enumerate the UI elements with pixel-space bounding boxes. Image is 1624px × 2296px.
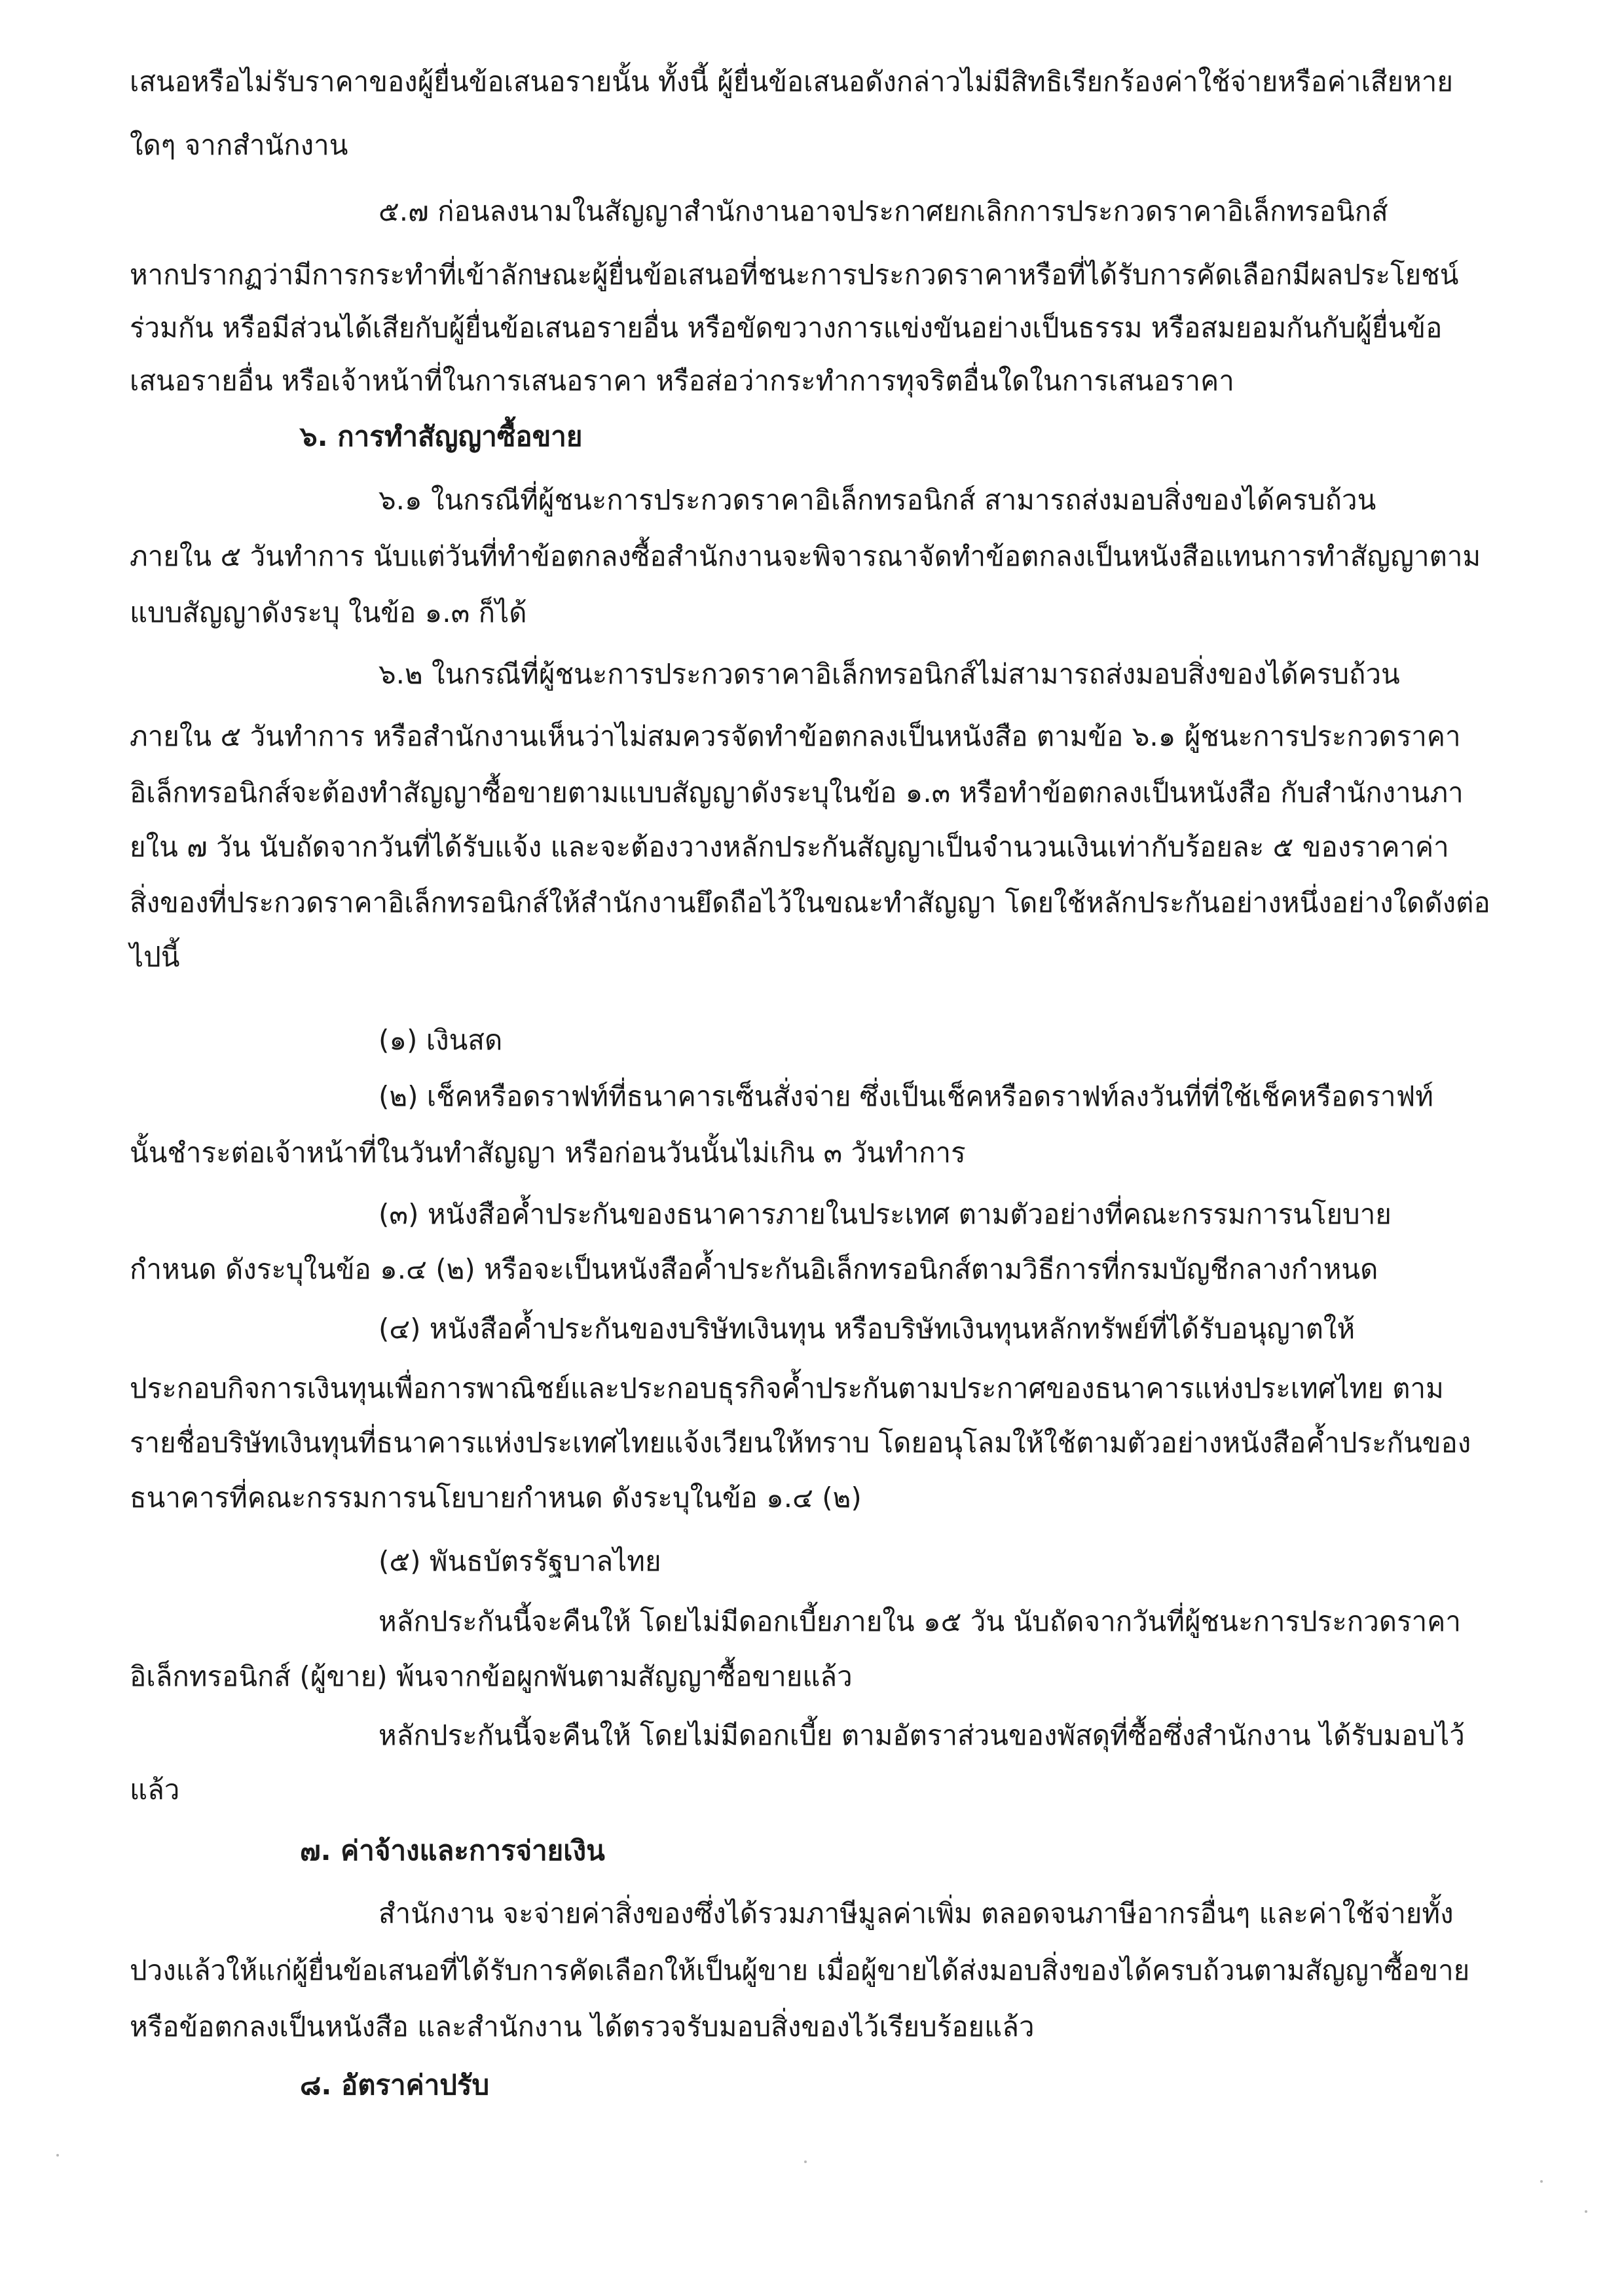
guarantee-item-5: (๕) พันธบัตรรัฐบาลไทย — [378, 1545, 661, 1577]
text-line: หลักประกันนี้จะคืนให้ โดยไม่มีดอกเบี้ย ตามอัตราส่วนของพัสดุที่ซื้อซึ่งสำนักงาน ได้รับมอบไว้ — [378, 1719, 1465, 1751]
text-line: หากปรากฏว่ามีการกระทำที่เข้าลักษณะผู้ยื่นข้อเสนอที่ชนะการประกวดราคาหรือที่ได้รับการคัดเลือกมีผลประโยชน์ — [130, 259, 1459, 291]
guarantee-item-1: (๑) เงินสด — [378, 1024, 503, 1056]
section-heading-8: ๘. อัตราค่าปรับ — [300, 2069, 490, 2101]
text-line: เสนอหรือไม่รับราคาของผู้ยื่นข้อเสนอรายนั้น ทั้งนี้ ผู้ยื่นข้อเสนอดังกล่าวไม่มีสิทธิเรียกร้องค่าใช้จ่ายหรือค่าเสียหาย — [130, 65, 1453, 98]
text-line: แบบสัญญาดังระบุ ในข้อ ๑.๓ ก็ได้ — [130, 596, 527, 629]
text-line: ยใน ๗ วัน นับถัดจากวันที่ได้รับแจ้ง และจะต้องวางหลักประกันสัญญาเป็นจำนวนเงินเท่ากับร้อยละ ๕ ของราคาค่า — [130, 831, 1449, 863]
text-line: อิเล็กทรอนิกส์จะต้องทำสัญญาซื้อขายตามแบบสัญญาดังระบุในข้อ ๑.๓ หรือทำข้อตกลงเป็นหนังสือ กับสำนักงานภา — [130, 776, 1464, 809]
text-line: ธนาคารที่คณะกรรมการนโยบายกำหนด ดังระบุในข้อ ๑.๔ (๒) — [130, 1482, 862, 1514]
text-line: ร่วมกัน หรือมีส่วนได้เสียกับผู้ยื่นข้อเสนอรายอื่น หรือขัดขวางการแข่งขันอย่างเป็นธรรม หรือสมยอมกันกับผู้ยื่นข้อ — [130, 312, 1443, 344]
text-line: ไปนี้ — [130, 941, 180, 973]
clause-5-7: ๕.๗ ก่อนลงนามในสัญญาสำนักงานอาจประกาศยกเลิกการประกวดราคาอิเล็กทรอนิกส์ — [378, 195, 1388, 227]
scan-speck — [1585, 2210, 1587, 2213]
text-line: กำหนด ดังระบุในข้อ ๑.๔ (๒) หรือจะเป็นหนังสือค้ำประกันอิเล็กทรอนิกส์ตามวิธีการที่กรมบัญชีกลางกำหนด — [130, 1253, 1378, 1285]
text-line: ประกอบกิจการเงินทุนเพื่อการพาณิชย์และประกอบธุรกิจค้ำประกันตามประกาศของธนาคารแห่งประเทศไทย ตาม — [130, 1372, 1444, 1404]
text-line: หรือข้อตกลงเป็นหนังสือ และสำนักงาน ได้ตรวจรับมอบสิ่งของไว้เรียบร้อยแล้ว — [130, 2011, 1035, 2043]
guarantee-item-2: (๒) เช็คหรือดราฟท์ที่ธนาคารเซ็นสั่งจ่าย ซึ่งเป็นเช็คหรือดราฟท์ลงวันที่ที่ใช้เช็คหรือดราฟท์ — [378, 1080, 1433, 1112]
text-line: แล้ว — [130, 1774, 180, 1806]
clause-6-1: ๖.๑ ในกรณีที่ผู้ชนะการประกวดราคาอิเล็กทรอนิกส์ สามารถส่งมอบสิ่งของได้ครบถ้วน — [378, 484, 1376, 516]
text-line: ปวงแล้วให้แก่ผู้ยื่นข้อเสนอที่ได้รับการคัดเลือกให้เป็นผู้ขาย เมื่อผู้ขายได้ส่งมอบสิ่งของได้ครบถ้วนตามสัญญาซื้อขาย — [130, 1954, 1470, 1986]
scan-speck — [1540, 2180, 1543, 2183]
text-line: รายชื่อบริษัทเงินทุนที่ธนาคารแห่งประเทศไทยแจ้งเวียนให้ทราบ โดยอนุโลมให้ใช้ตามตัวอย่างหนังสือค้ำประกันของ — [130, 1427, 1471, 1459]
clause-6-2: ๖.๒ ในกรณีที่ผู้ชนะการประกวดราคาอิเล็กทรอนิกส์ไม่สามารถส่งมอบสิ่งของได้ครบถ้วน — [378, 658, 1400, 690]
scan-speck — [56, 2154, 59, 2157]
section-heading-7: ๗. ค่าจ้างและการจ่ายเงิน — [300, 1834, 605, 1867]
scan-speck — [804, 2160, 807, 2163]
guarantee-item-4: (๔) หนังสือค้ำประกันของบริษัทเงินทุน หรือบริษัทเงินทุนหลักทรัพย์ที่ได้รับอนุญาตให้ — [378, 1313, 1356, 1345]
text-line: ภายใน ๕ วันทำการ นับแต่วันที่ทำข้อตกลงซื้อสำนักงานจะพิจารณาจัดทำข้อตกลงเป็นหนังสือแทนการทำสัญญาตาม — [130, 540, 1481, 572]
text-line: เสนอรายอื่น หรือเจ้าหน้าที่ในการเสนอราคา หรือส่อว่ากระทำการทุจริตอื่นใดในการเสนอราคา — [130, 365, 1234, 397]
text-line: สำนักงาน จะจ่ายค่าสิ่งของซึ่งได้รวมภาษีมูลค่าเพิ่ม ตลอดจนภาษีอากรอื่นๆ และค่าใช้จ่ายทั้ง — [378, 1897, 1454, 1929]
text-line: นั้นชำระต่อเจ้าหน้าที่ในวันทำสัญญา หรือก่อนวันนั้นไม่เกิน ๓ วันทำการ — [130, 1137, 966, 1169]
text-line: หลักประกันนี้จะคืนให้ โดยไม่มีดอกเบี้ยภายใน ๑๕ วัน นับถัดจากวันที่ผู้ชนะการประกวดราคา — [378, 1605, 1461, 1637]
section-heading-6: ๖. การทำสัญญาซื้อขาย — [300, 420, 583, 452]
text-line: ใดๆ จากสำนักงาน — [130, 129, 348, 161]
guarantee-item-3: (๓) หนังสือค้ำประกันของธนาคารภายในประเทศ ตามตัวอย่างที่คณะกรรมการนโยบาย — [378, 1198, 1392, 1230]
text-line: อิเล็กทรอนิกส์ (ผู้ขาย) พ้นจากข้อผูกพันตามสัญญาซื้อขายแล้ว — [130, 1660, 853, 1692]
text-line: สิ่งของที่ประกวดราคาอิเล็กทรอนิกส์ให้สำนักงานยึดถือไว้ในขณะทำสัญญา โดยใช้หลักประกันอย่างหนึ่งอย่างใดดังต่อ — [130, 886, 1490, 919]
text-line: ภายใน ๕ วันทำการ หรือสำนักงานเห็นว่าไม่สมควรจัดทำข้อตกลงเป็นหนังสือ ตามข้อ ๖.๑ ผู้ชนะการประกวดราคา — [130, 720, 1461, 752]
